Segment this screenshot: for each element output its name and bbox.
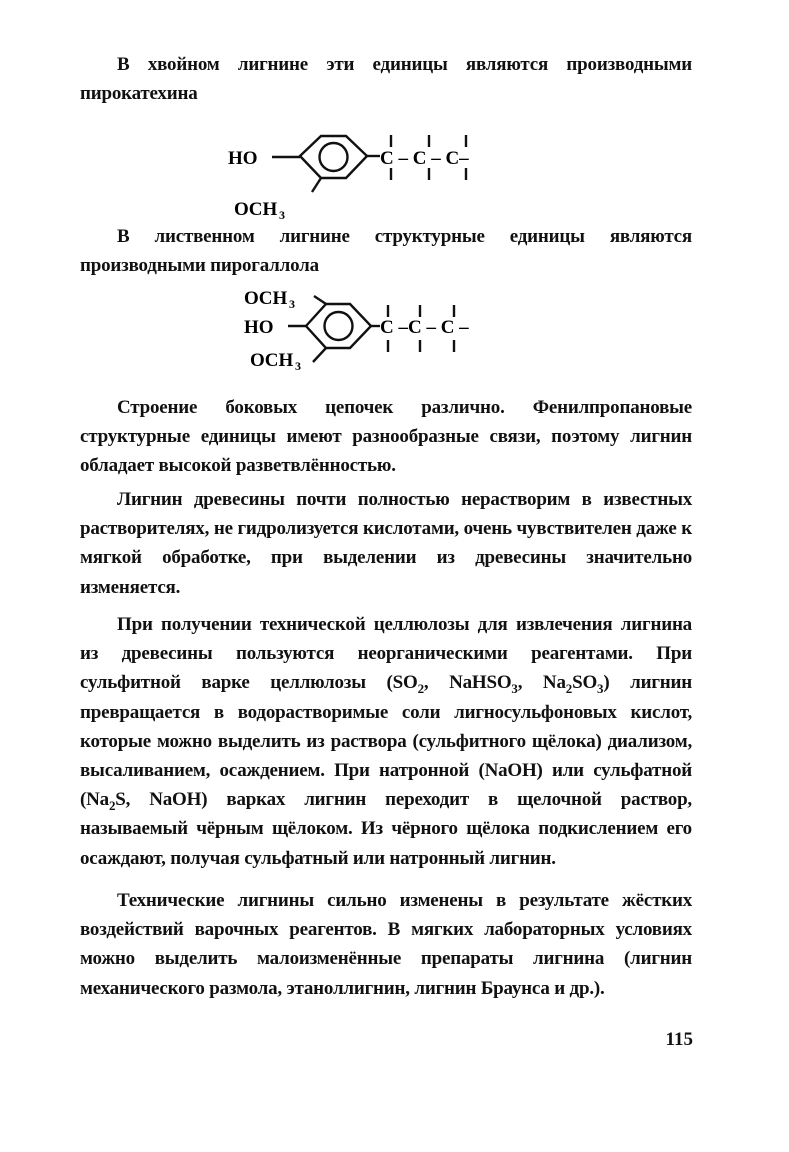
paragraph-softwood-lignin: В хвойном лигнине эти единицы являются производными пирокатехина [80,54,692,105]
text-segment: , NaHSO [423,672,512,694]
paragraph-lignin-solubility: Лигнин древесины почти полностью нерастворим в известных растворителях, не гидролизуется кислотами, очень чувствителен даже к мягкой обработке, при выделении из древесины значительно изменяется. [80,489,692,598]
formula2-och3-bottom-label: OCH [250,350,294,371]
text-segment: SO [572,672,598,694]
formula2-och3-top-label: OCH [244,288,288,309]
text-segment: При получении технической целлюлозы для извлечения лигнина из древесины пользуются неорганическими реагентами. При сульфитной варке целлюлозы (SO [80,614,692,694]
formula2-ho-label: HO [244,317,274,338]
formula-pyrogallol-unit [240,286,490,383]
paragraph-technical-cellulose [80,610,692,873]
subscript: 2 [417,681,424,697]
subscript: 2 [565,681,573,697]
subscript: 2 [108,798,116,814]
formula2-och3-top-subscript: 3 [289,297,295,311]
paragraph-hardwood-lignin: В лиственном лигнине структурные единицы являются производными пирогаллола [80,226,692,277]
formula1-chain-label: C – C – C– [380,148,469,169]
text-segment: , Na [517,672,566,694]
formula1-och3-subscript: 3 [279,208,285,222]
paragraph-technical-lignins: Технические лигнины сильно изменены в результате жёстких воздействий варочных реагентов. В мягких лабораторных условиях можно выделить малоизменённые препараты лигнина (лигнин механического размола, этаноллигнин, лигнин Браунса и др.). [80,890,692,999]
formula1-ho-label: HO [228,148,258,169]
formula1-och3-label: OCH [234,199,278,220]
text-segment: S, NaOH) варках лигнин переходит в щелочной раствор, называемый чёрным щёлоком. Из чёрного щёлока подкислением его осаждают, получая сульфатный или натронный лигнин. [80,789,692,869]
formula-pyrocatechol-unit [228,130,488,227]
formula2-chain-label: C –C – C – [380,317,469,338]
paragraph-side-chains: Строение боковых цепочек различно. Фенилпропановые структурные единицы имеют разнообразные связи, поэтому лигнин обладает высокой разветвлённостью. [80,397,692,477]
text-segment: ) лигнин превращается в водорастворимые соли лигносульфоновых кислот, которые можно выделить из раствора (сульфитного щёлока) диализом, высаливанием, осаждением. При натронной (NaOH) или сульфатной (Na [80,672,692,811]
subscript: 3 [511,681,518,697]
formula2-och3-bottom-subscript: 3 [295,359,301,373]
subscript: 3 [597,681,604,697]
page-number: 115 [665,1029,693,1050]
